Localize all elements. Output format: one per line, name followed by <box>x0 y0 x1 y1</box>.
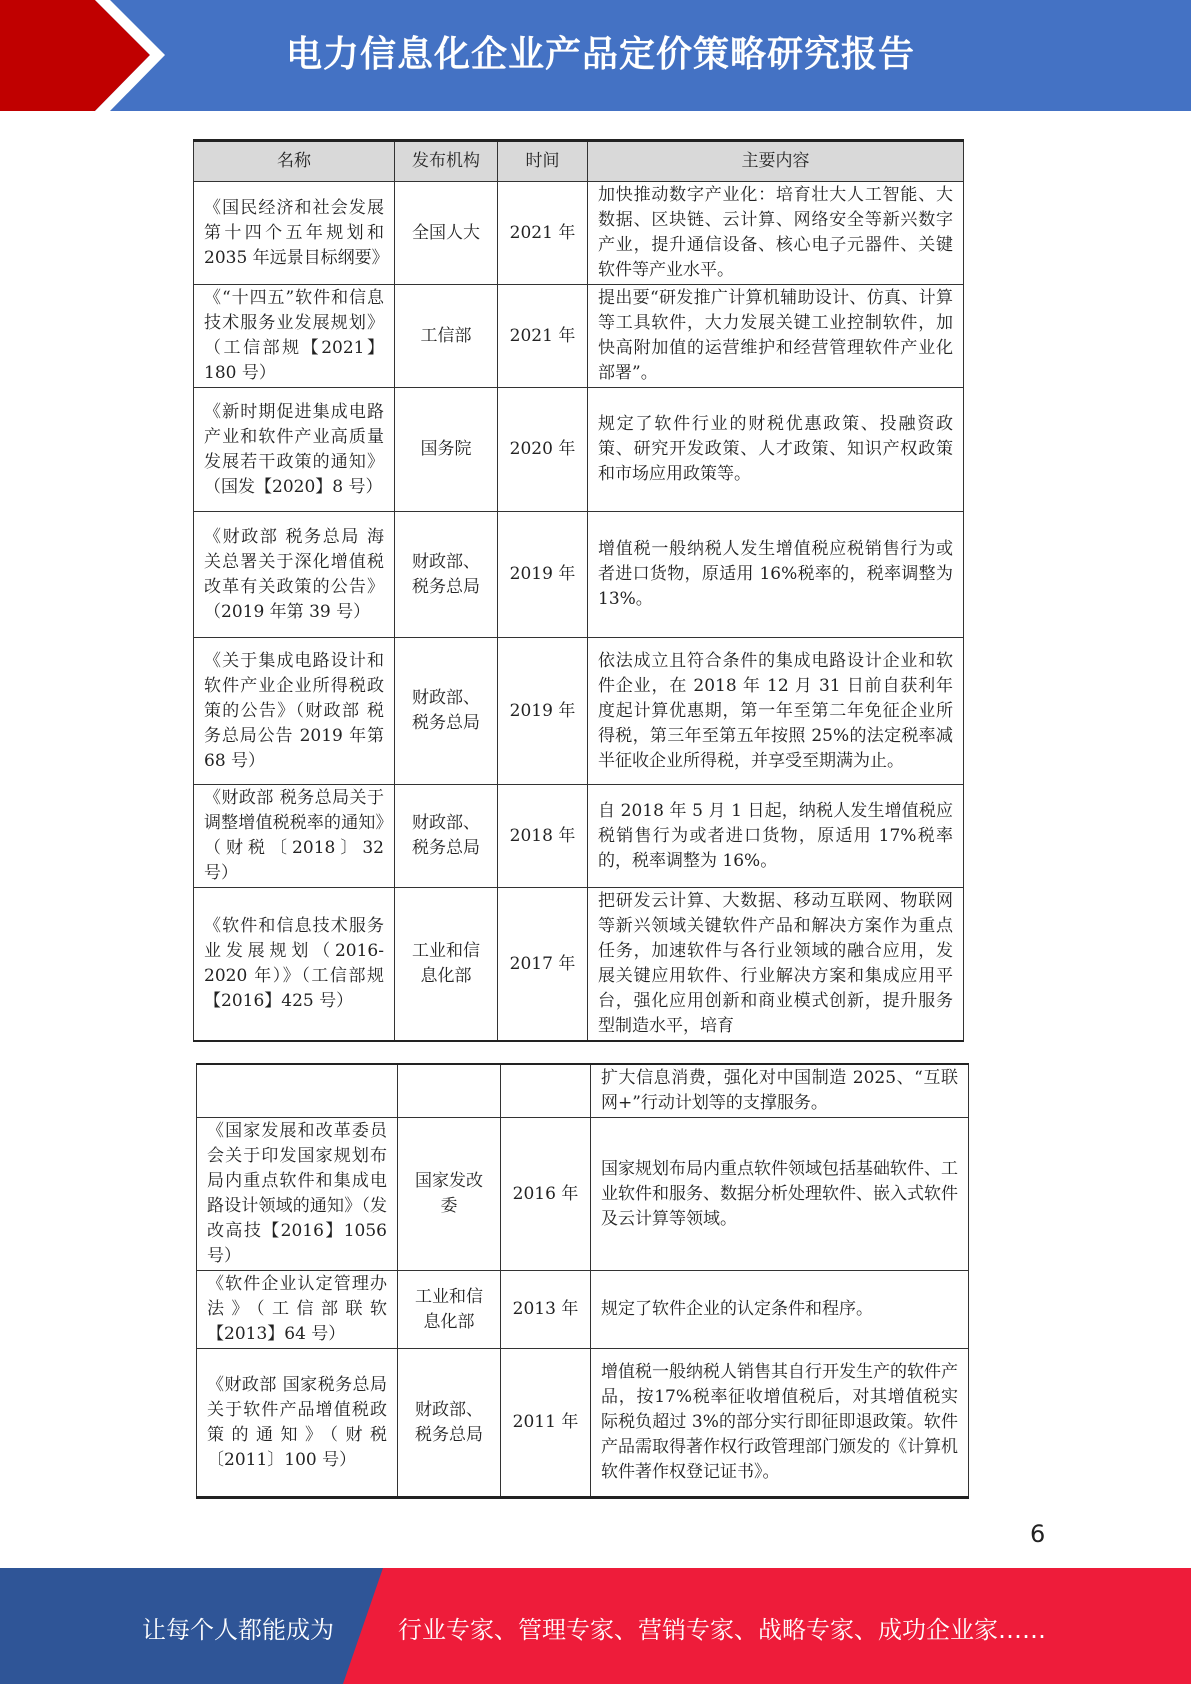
column-header-content: 主要内容 <box>588 141 964 182</box>
table-row <box>194 512 964 638</box>
agency-cell: 国务院 <box>395 388 498 512</box>
policy-name-cell: 《国民经济和社会发展第十四个五年规划和 2035 年远景目标纲要》 <box>194 182 395 285</box>
table-header-row <box>194 141 964 182</box>
content-cell: 提出要“研发推广计算机辅助设计、仿真、计算等工具软件，大力发展关键工业控制软件，加快高附加值的运营维护和经营管理软件产业化部署”。 <box>588 285 964 388</box>
content-cell: 规定了软件企业的认定条件和程序。 <box>591 1271 969 1349</box>
policy-name-cell: 《“十四五”软件和信息技术服务业发展规划》（工信部规【2021】180 号） <box>194 285 395 388</box>
year-cell: 2020 年 <box>498 388 588 512</box>
policy-table-part-1 <box>193 139 964 1042</box>
year-cell <box>501 1064 591 1118</box>
table-row <box>197 1118 969 1271</box>
table-row <box>194 285 964 388</box>
agency-cell: 财政部、税务总局 <box>395 638 498 785</box>
content-cell: 国家规划布局内重点软件领域包括基础软件、工业软件和服务、数据分析处理软件、嵌入式软件及云计算等领域。 <box>591 1118 969 1271</box>
policy-name-cell: 《关于集成电路设计和软件产业企业所得税政策的公告》（财政部 税务总局公告 2019 年第 68 号） <box>194 638 395 785</box>
agency-cell: 财政部、税务总局 <box>398 1349 501 1498</box>
content-cell: 把研发云计算、大数据、移动互联网、物联网等新兴领域关键软件产品和解决方案作为重点任务，加速软件与各行业领域的融合应用，发展关键应用软件、行业解决方案和集成应用平台，强化应用创新和商业模式创新，提升服务型制造水平，培育 <box>588 888 964 1042</box>
page-footer <box>0 1568 1191 1684</box>
report-title: 电力信息化企业产品定价策略研究报告 <box>285 34 915 75</box>
year-cell: 2021 年 <box>498 182 588 285</box>
footer-slogan-right: 行业专家、管理专家、营销专家、战略专家、成功企业家…… <box>398 1616 1046 1644</box>
year-cell: 2018 年 <box>498 785 588 888</box>
table-row <box>194 638 964 785</box>
year-cell: 2011 年 <box>501 1349 591 1498</box>
year-cell: 2016 年 <box>501 1118 591 1271</box>
policy-table-part-2 <box>196 1063 969 1499</box>
agency-cell: 全国人大 <box>395 182 498 285</box>
content-cell: 规定了软件行业的财税优惠政策、投融资政策、研究开发政策、人才政策、知识产权政策和市场应用政策等。 <box>588 388 964 512</box>
agency-cell: 财政部、税务总局 <box>395 512 498 638</box>
content-cell: 依法成立且符合条件的集成电路设计企业和软件企业，在 2018 年 12 月 31 日前自获利年度起计算优惠期，第一年至第二年免征企业所得税，第三年至第五年按照 25%的法定税率减半征收企业所得税，并享受至期满为止。 <box>588 638 964 785</box>
table-row <box>194 182 964 285</box>
content-cell: 增值税一般纳税人销售其自行开发生产的软件产品，按17%税率征收增值税后，对其增值税实际税负超过 3%的部分实行即征即退政策。软件产品需取得著作权行政管理部门颁发的《计算机软件著作权登记证书》。 <box>591 1349 969 1498</box>
policy-name-cell: 《财政部 税务总局 海关总署关于深化增值税改革有关政策的公告》（2019 年第 39 号） <box>194 512 395 638</box>
year-cell: 2021 年 <box>498 285 588 388</box>
policy-name-cell: 《财政部 国家税务总局关于软件产品增值税政策的通知》（财税〔2011〕100 号） <box>197 1349 398 1498</box>
policy-name-cell: 《财政部 税务总局关于调整增值税税率的通知》（财税〔2018〕32 号） <box>194 785 395 888</box>
year-cell: 2019 年 <box>498 638 588 785</box>
agency-cell: 工业和信息化部 <box>398 1271 501 1349</box>
agency-cell: 国家发改委 <box>398 1118 501 1271</box>
year-cell: 2019 年 <box>498 512 588 638</box>
agency-cell: 工业和信息化部 <box>395 888 498 1042</box>
policy-name-cell: 《国家发展和改革委员会关于印发国家规划布局内重点软件和集成电路设计领域的通知》（发改高技【2016】1056 号） <box>197 1118 398 1271</box>
table-row <box>194 785 964 888</box>
policy-name-cell: 《新时期促进集成电路产业和软件产业高质量发展若干政策的通知》（国发【2020】8 号） <box>194 388 395 512</box>
column-header-name: 名称 <box>194 141 395 182</box>
agency-cell: 工信部 <box>395 285 498 388</box>
column-header-year: 时间 <box>498 141 588 182</box>
table-row <box>197 1349 969 1498</box>
year-cell: 2013 年 <box>501 1271 591 1349</box>
table-row <box>194 388 964 512</box>
page-header <box>0 0 1191 111</box>
footer-slogan-left: 让每个人都能成为 <box>142 1616 334 1644</box>
agency-cell <box>398 1064 501 1118</box>
content-cell: 自 2018 年 5 月 1 日起，纳税人发生增值税应税销售行为或者进口货物，原适用 17%税率的，税率调整为 16%。 <box>588 785 964 888</box>
column-header-agency: 发布机构 <box>395 141 498 182</box>
agency-cell: 财政部、税务总局 <box>395 785 498 888</box>
policy-name-cell <box>197 1064 398 1118</box>
table-row <box>197 1064 969 1118</box>
content-cell: 扩大信息消费，强化对中国制造 2025、“互联网+”行动计划等的支撑服务。 <box>591 1064 969 1118</box>
table-row <box>194 888 964 1042</box>
policy-name-cell: 《软件和信息技术服务业发展规划（2016-2020 年）》（工信部规【2016】425 号） <box>194 888 395 1042</box>
content-cell: 增值税一般纳税人发生增值税应税销售行为或者进口货物，原适用 16%税率的，税率调整为 13%。 <box>588 512 964 638</box>
table-row <box>197 1271 969 1349</box>
content-cell: 加快推动数字产业化：培育壮大人工智能、大数据、区块链、云计算、网络安全等新兴数字产业，提升通信设备、核心电子元器件、关键软件等产业水平。 <box>588 182 964 285</box>
year-cell: 2017 年 <box>498 888 588 1042</box>
policy-name-cell: 《软件企业认定管理办法》（工信部联软【2013】64 号） <box>197 1271 398 1349</box>
page-number: 6 <box>1030 1520 1046 1548</box>
